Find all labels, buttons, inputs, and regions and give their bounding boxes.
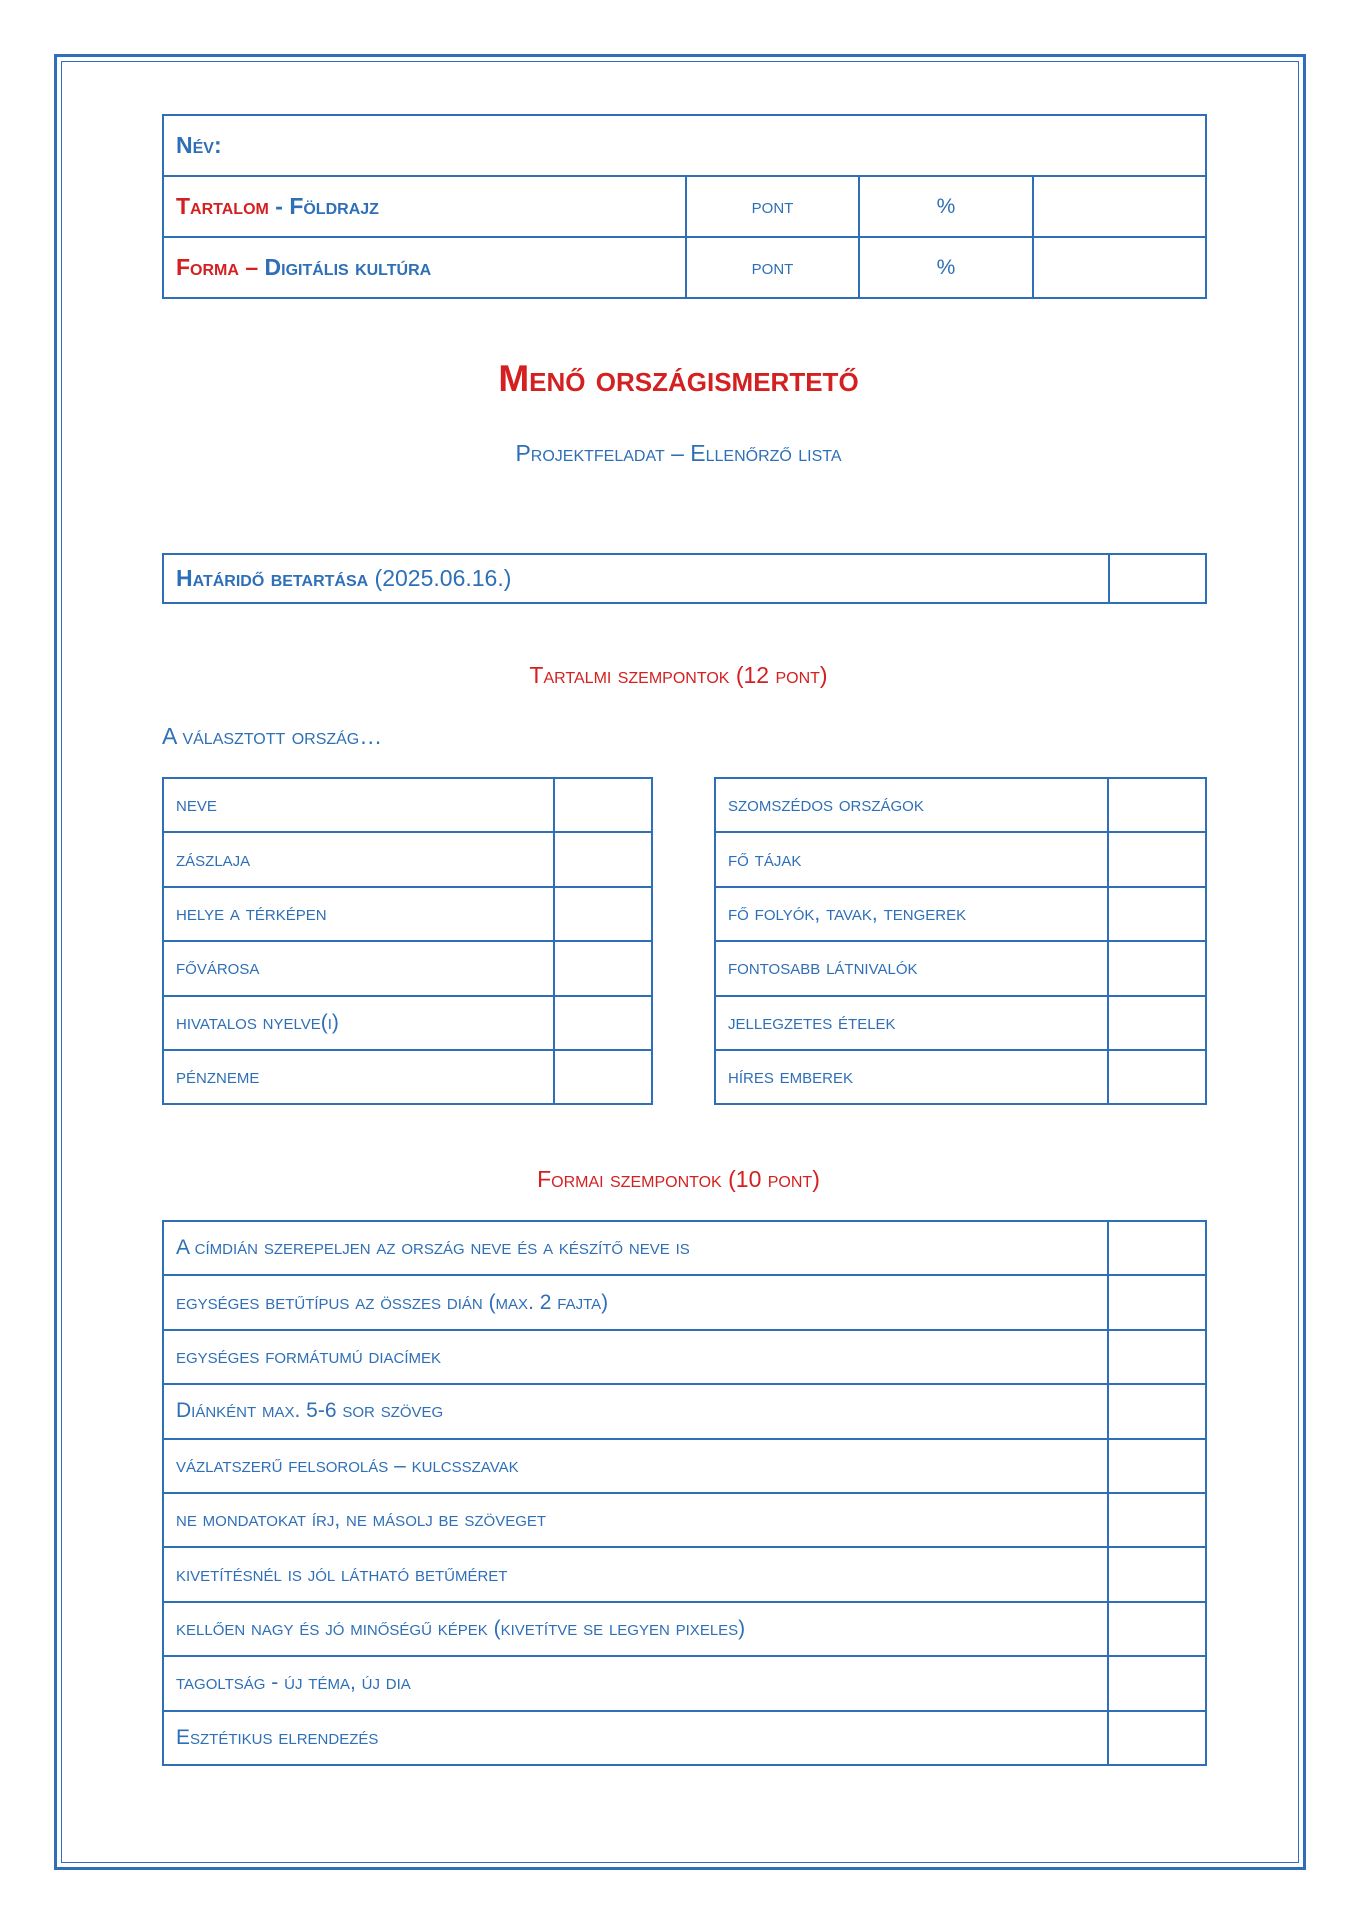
- form-criteria-check-cell[interactable]: [1108, 1439, 1206, 1493]
- form-score-row: [163, 237, 1206, 298]
- form-criteria-check-cell[interactable]: [1108, 1275, 1206, 1329]
- form-criteria-label: Diánként max. 5-6 sor szöveg: [163, 1384, 1108, 1438]
- content-percent-cell[interactable]: %: [859, 176, 1033, 237]
- form-criteria-check-cell[interactable]: [1108, 1384, 1206, 1438]
- criteria-row: [163, 887, 652, 941]
- deadline-row: [163, 554, 1206, 603]
- criteria-row: [163, 778, 652, 832]
- form-criteria-label: A címdián szerepeljen az ország neve és a készítő neve is: [163, 1221, 1108, 1275]
- form-criteria-check-cell[interactable]: [1108, 1711, 1206, 1765]
- criteria-row: [715, 1050, 1206, 1104]
- form-criteria-row: [163, 1439, 1206, 1493]
- form-criteria-row: [163, 1547, 1206, 1601]
- content-section-heading: Tartalmi szempontok (12 pont): [529, 662, 828, 688]
- criteria-label: fő folyók, tavak, tengerek: [715, 887, 1108, 941]
- form-criteria-row: [163, 1221, 1206, 1275]
- criteria-label: fő tájak: [715, 832, 1108, 886]
- form-label-a: Forma: [176, 254, 239, 280]
- page-subtitle: Projektfeladat – Ellenőrző lista: [515, 440, 842, 466]
- deadline-table: [162, 553, 1207, 604]
- form-criteria-table: [162, 1220, 1207, 1766]
- form-criteria-label: egységes betűtípus az összes dián (max. 2 fajta): [163, 1275, 1108, 1329]
- content-grade-cell[interactable]: [1033, 176, 1206, 237]
- form-criteria-check-cell[interactable]: [1108, 1221, 1206, 1275]
- criteria-label: pénzneme: [163, 1050, 554, 1104]
- criteria-check-cell[interactable]: [554, 832, 652, 886]
- criteria-check-cell[interactable]: [554, 1050, 652, 1104]
- criteria-label: fontosabb látnivalók: [715, 941, 1108, 995]
- criteria-row: [715, 941, 1206, 995]
- criteria-row: [715, 778, 1206, 832]
- criteria-label: jellegzetes ételek: [715, 996, 1108, 1050]
- content-label-b: Földrajz: [289, 193, 379, 219]
- form-criteria-check-cell[interactable]: [1108, 1330, 1206, 1384]
- form-criteria-row: [163, 1384, 1206, 1438]
- criteria-check-cell[interactable]: [1108, 832, 1206, 886]
- form-label-b: Digitális kultúra: [264, 254, 432, 280]
- form-criteria-label: vázlatszerű felsorolás – kulcsszavak: [163, 1439, 1108, 1493]
- criteria-label: fővárosa: [163, 941, 554, 995]
- form-criteria-label: kellően nagy és jó minőségű képek (kivetítve se legyen pixeles): [163, 1602, 1108, 1656]
- content-score-row: [163, 176, 1206, 237]
- content-criteria-left: [162, 777, 653, 1105]
- criteria-check-cell[interactable]: [1108, 1050, 1206, 1104]
- form-points-cell[interactable]: pont: [686, 237, 859, 298]
- form-criteria-label: tagoltság - új téma, új dia: [163, 1656, 1108, 1710]
- content-label-sep: -: [268, 193, 290, 219]
- criteria-row: [163, 1050, 652, 1104]
- deadline-title: Határidő betartása: [176, 565, 369, 591]
- content-score-label: [163, 176, 686, 237]
- form-criteria-row: [163, 1275, 1206, 1329]
- form-criteria-check-cell[interactable]: [1108, 1547, 1206, 1601]
- criteria-row: [163, 996, 652, 1050]
- criteria-check-cell[interactable]: [554, 996, 652, 1050]
- criteria-row: [163, 941, 652, 995]
- criteria-label: neve: [163, 778, 554, 832]
- form-percent-cell[interactable]: %: [859, 237, 1033, 298]
- header-table: [162, 114, 1207, 299]
- name-row: [163, 115, 1206, 176]
- criteria-label: zászlaja: [163, 832, 554, 886]
- form-criteria-label: egységes formátumú diacímek: [163, 1330, 1108, 1384]
- form-criteria-row: [163, 1330, 1206, 1384]
- form-criteria-row: [163, 1711, 1206, 1765]
- form-criteria-row: [163, 1602, 1206, 1656]
- criteria-label: hivatalos nyelve(i): [163, 996, 554, 1050]
- criteria-row: [715, 996, 1206, 1050]
- form-criteria-label: ne mondatokat írj, ne másolj be szöveget: [163, 1493, 1108, 1547]
- content-points-cell[interactable]: pont: [686, 176, 859, 237]
- form-criteria-row: [163, 1656, 1206, 1710]
- form-criteria-check-cell[interactable]: [1108, 1656, 1206, 1710]
- deadline-date: (2025.06.16.): [368, 565, 512, 591]
- criteria-row: [715, 832, 1206, 886]
- criteria-label: híres emberek: [715, 1050, 1108, 1104]
- form-criteria-check-cell[interactable]: [1108, 1602, 1206, 1656]
- form-section-heading: Formai szempontok (10 pont): [537, 1166, 820, 1192]
- form-label-sep: –: [238, 254, 265, 280]
- form-score-label: [163, 237, 686, 298]
- criteria-row: [715, 887, 1206, 941]
- deadline-label: [163, 554, 1109, 603]
- content-label-a: Tartalom: [176, 193, 269, 219]
- name-label: Név:: [176, 132, 222, 158]
- criteria-check-cell[interactable]: [1108, 887, 1206, 941]
- criteria-row: [163, 832, 652, 886]
- criteria-check-cell[interactable]: [1108, 778, 1206, 832]
- content-criteria-right: [714, 777, 1207, 1105]
- criteria-check-cell[interactable]: [554, 941, 652, 995]
- form-grade-cell[interactable]: [1033, 237, 1206, 298]
- form-criteria-label: Esztétikus elrendezés: [163, 1711, 1108, 1765]
- form-criteria-row: [163, 1493, 1206, 1547]
- form-criteria-check-cell[interactable]: [1108, 1493, 1206, 1547]
- criteria-check-cell[interactable]: [1108, 941, 1206, 995]
- criteria-check-cell[interactable]: [554, 778, 652, 832]
- content-section-intro: A választott ország…: [162, 723, 383, 749]
- criteria-label: szomszédos országok: [715, 778, 1108, 832]
- deadline-check-cell[interactable]: [1109, 554, 1206, 603]
- name-field[interactable]: [163, 115, 1206, 176]
- criteria-check-cell[interactable]: [1108, 996, 1206, 1050]
- form-criteria-label: kivetítésnél is jól látható betűméret: [163, 1547, 1108, 1601]
- page-title: Menő országismertető: [498, 358, 859, 399]
- criteria-check-cell[interactable]: [554, 887, 652, 941]
- criteria-label: helye a térképen: [163, 887, 554, 941]
